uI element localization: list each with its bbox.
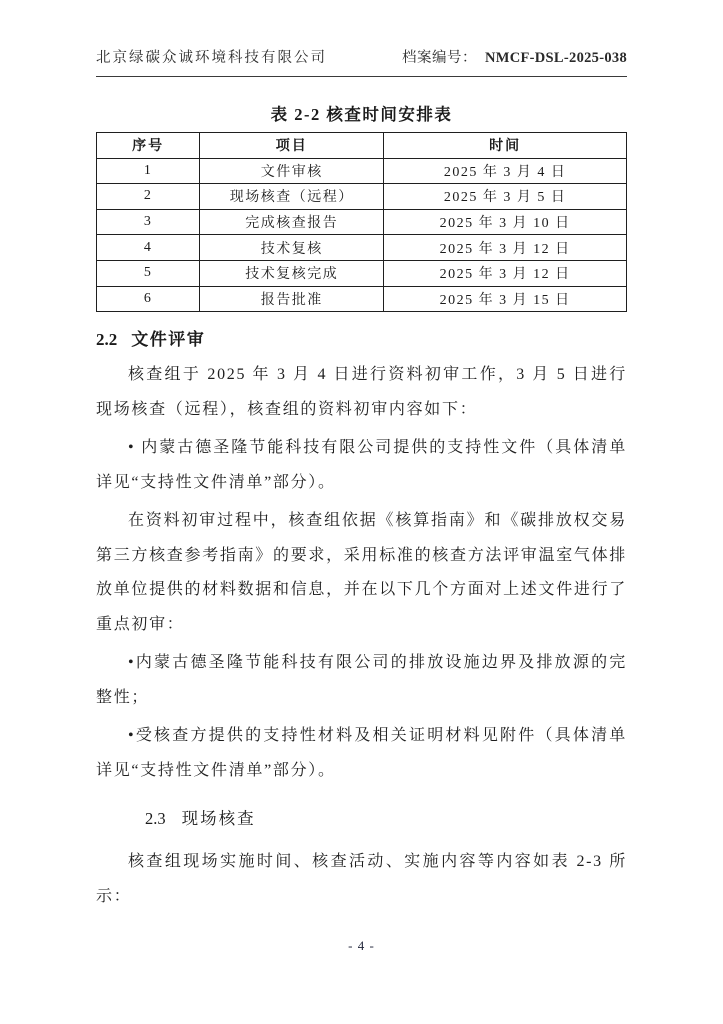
table-header-row [97,133,627,159]
bullet-paragraph: • 内蒙古德圣隆节能科技有限公司提供的支持性文件（具体清单详见“支持性文件清单”部分）。 [96,439,627,491]
table-cell: 6 [97,286,200,312]
verification-schedule-table [96,132,627,312]
section-2-3-heading [96,805,627,829]
section-title: 现场核查 [181,809,256,829]
section-number: 2.3 [145,809,166,829]
document-header [96,0,627,77]
paragraph: 核查组于 2025 年 3 月 4 日进行资料初审工作，3 月 5 日进行现场核查（远程），核查组的资料初审内容如下： [96,366,627,418]
table-cell: 1 [97,158,200,184]
table-row [97,209,627,235]
table-row [97,184,627,210]
section-title: 文件评审 [131,330,206,350]
company-name: 北京绿碳众诚环境科技有限公司 [96,50,327,66]
table-cell: 技术复核 [200,235,384,261]
table-cell: 2025 年 3 月 5 日 [384,184,627,210]
column-header-item: 项目 [200,133,384,159]
table-cell: 报告批准 [200,286,384,312]
table-row [97,235,627,261]
table-cell: 2025 年 3 月 4 日 [384,158,627,184]
table-cell: 现场核查（远程） [200,184,384,210]
archive-label: 档案编号： [401,50,477,66]
table-cell: 2025 年 3 月 12 日 [384,235,627,261]
bullet-paragraph: •受核查方提供的支持性材料及相关证明材料见附件（具体清单详见“支持性文件清单”部分）。 [96,727,627,779]
table-cell: 技术复核完成 [200,260,384,286]
table-row [97,286,627,312]
table-caption: 表 2-2 核查时间安排表 [270,105,453,124]
paragraph: 在资料初审过程中，核查组依据《核算指南》和《碳排放权交易第三方核查参考指南》的要求，采用标准的核查方法评审温室气体排放单位提供的材料数据和信息，并在以下几个方面对上述文件进行了重点初审： [96,512,628,633]
table-row [97,158,627,184]
paragraph: 核查组现场实施时间、核查活动、实施内容等内容如表 2-3 所示： [96,853,627,905]
table-cell: 2025 年 3 月 12 日 [384,260,627,286]
table-cell: 3 [97,209,200,235]
table-cell: 2 [97,184,200,210]
section-number: 2.2 [96,330,118,350]
section-2-2-heading [96,325,627,350]
table-cell: 4 [97,235,200,261]
archive-number: NMCF-DSL-2025-038 [484,50,627,66]
archive-number-block [402,46,627,67]
bullet-paragraph: •内蒙古德圣隆节能科技有限公司的排放设施边界及排放源的完整性； [96,654,627,706]
table-row [97,260,627,286]
table-cell: 文件审核 [200,158,384,184]
column-header-time: 时间 [384,133,627,159]
table-cell: 2025 年 3 月 15 日 [384,286,627,312]
column-header-index: 序号 [97,133,200,159]
page-number: - 4 - [348,938,375,953]
table-cell: 完成核查报告 [200,209,384,235]
table-cell: 2025 年 3 月 10 日 [384,209,627,235]
table-cell: 5 [97,260,200,286]
